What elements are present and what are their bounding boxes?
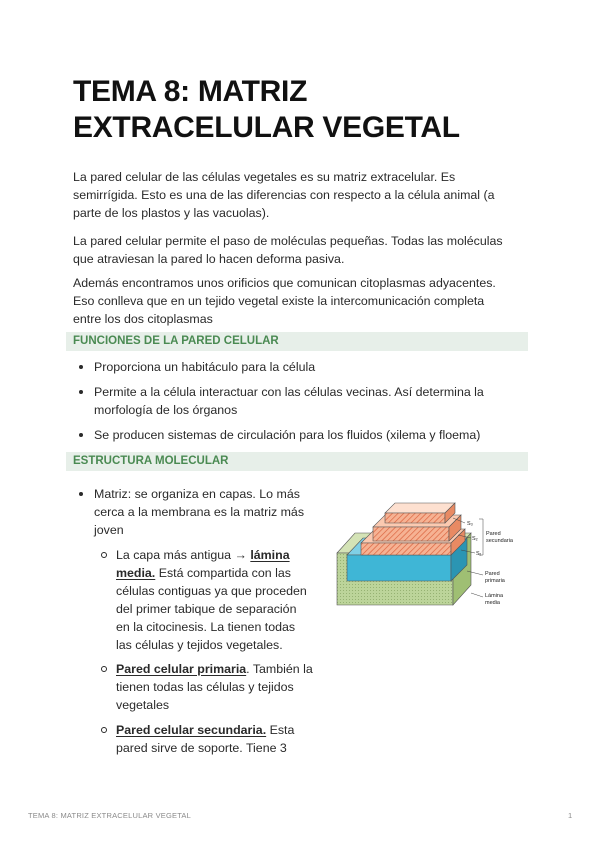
page-title xyxy=(73,74,543,146)
section-heading-funciones: FUNCIONES DE LA PARED CELULAR xyxy=(66,332,528,351)
bullet-dot xyxy=(79,365,83,369)
cell-wall-layers-diagram xyxy=(333,493,531,623)
intro-paragraph-2: La pared celular permite el paso de moléculas pequeñas. Todas las moléculas que atraviesan la pared lo hacen deforma pasiva. xyxy=(73,234,503,266)
intro-paragraph-3: Además encontramos unos orificios que comunican citoplasmas adyacentes. Eso conlleva que en un tejido vegetal existe la intercomunicación completa entre los dos citoplasmas xyxy=(73,276,496,326)
cell-wall-diagram-svg xyxy=(333,493,531,623)
label-s1: S₁ xyxy=(476,551,482,557)
label-s2: S₂ xyxy=(472,536,478,542)
circle-bullet xyxy=(101,727,107,733)
circle-bullet xyxy=(101,666,107,672)
document-page: TEMA 8: MATRIZ EXTRACELULAR VEGETAL La pared celular de las células vegetales es su matriz extracelular. Es semirrígida. Esto es una de las diferencias con respecto a la célula animal (a parte de los plastos y las vacuolas). La pared celular permite el paso de moléculas pequeñas. Todas las moléculas que atraviesan la pared lo hacen deforma pasiva. Además encontramos unos orificios que comunican citoplasmas adyacentes. Eso conlleva que en un tejido vegetal existe la intercomunicación completa entre los dos citoplasmas FUNCIONES DE LA PARED CELULAR Proporciona un habitáculo para la célula Permite a la célula interactuar con las células vecinas. Así determina la morfología de los órganos Se producen sistemas de circulación para los fluidos (xilema y floema) ESTRUCTURA MOLECULAR Matriz: se organiza en capas. Lo más cerca a la membrana es la matriz más joven La capa más antigua → lámina media. Está compartida con las células contiguas ya que proceden del primer tabique de separación en la citocinesis. La tienen todas las células y tejidos vegetales. Pared celular primaria. También la tienen todas las células y tejidos vegetales Pared celular secundaria. Esta pared sirve de soporte. Tiene 3 S₃ S₂ S₁ Pared secundaria Pared primaria Lámina media TEMA 8: MATRIZ EXTRACELULAR VEGETAL 1 xyxy=(28,75,573,820)
label-s3: S₃ xyxy=(467,521,473,527)
label-pared-primaria-1: Pared xyxy=(485,571,500,577)
label-pared-primaria-2: primaria xyxy=(485,578,505,584)
label-lamina-media-1: Lámina xyxy=(485,593,504,599)
label-pared-secundaria-1: Pared xyxy=(486,531,501,537)
page-number: 1 xyxy=(568,811,573,820)
circle-bullet xyxy=(101,552,107,558)
pared-secundaria-s3-layer xyxy=(385,503,455,523)
label-pared-secundaria-2: secundaria xyxy=(486,538,513,544)
intro-paragraph-1: La pared celular de las células vegetales es su matriz extracelular. Es semirrígida. Esto es una de las diferencias con respecto a la célula animal (a parte de los plastos y las vacuolas). xyxy=(73,170,495,220)
bullet-dot xyxy=(79,492,83,496)
footer-title: TEMA 8: MATRIZ EXTRACELULAR VEGETAL xyxy=(28,811,192,820)
bullet-dot xyxy=(79,390,83,394)
title-line-1: TEMA 8: MATRIZ xyxy=(73,75,308,108)
title-line-2: EXTRACELULAR VEGETAL xyxy=(73,111,460,144)
section-heading-estructura: ESTRUCTURA MOLECULAR xyxy=(66,452,528,471)
label-lamina-media-2: media xyxy=(485,600,500,606)
bullet-dot xyxy=(79,433,83,437)
